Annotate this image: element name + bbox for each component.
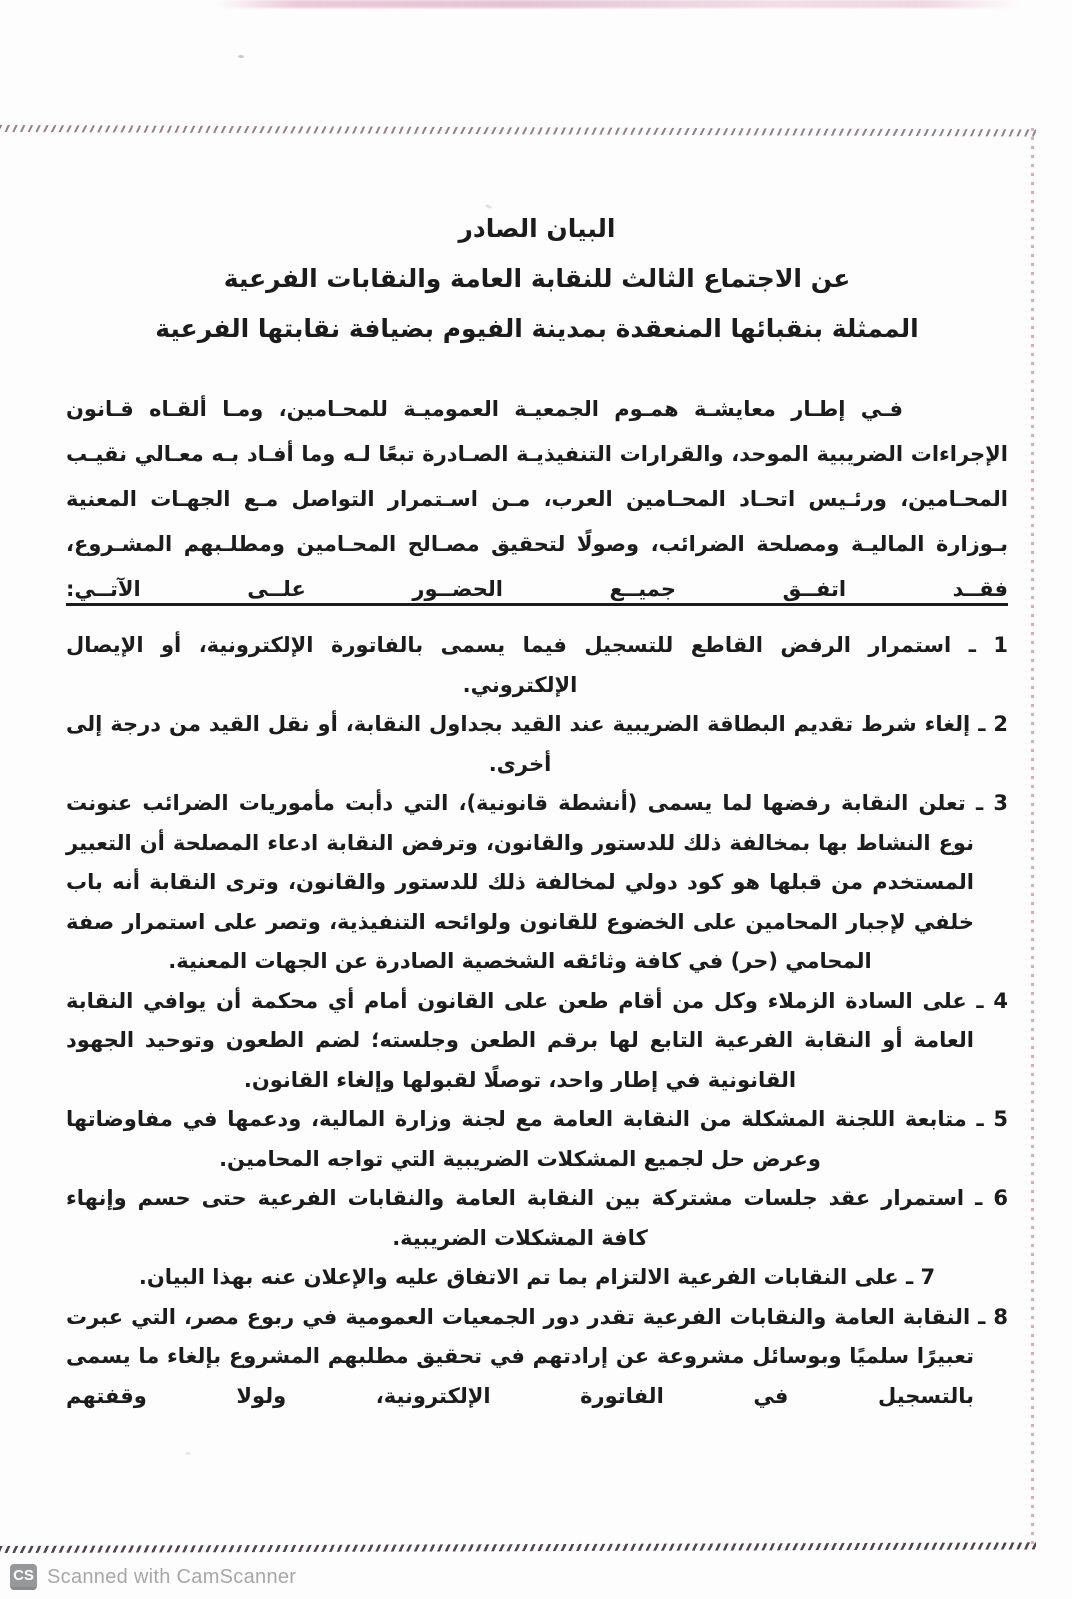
intro-underlined-phrase: فقــد اتفــق جميــع الحضــور علــى الآتــي: [66, 577, 1008, 601]
camscanner-logo-icon: CS [10, 1564, 37, 1590]
document-title [66, 204, 1008, 354]
intro-text: فـي إطـار معايشـة همـوم الجمعيـة العموميـة للمحـامين، ومـا ألقـاه قـانون الإجراءات الضريبية الموحد، والقرارات التنفيذيـة الصـادرة تبعًا لـه وما أفـاد بـه معـالي نقيـب المحـامين، ورئـيس اتحـاد المحـامين العرب، مـن اسـتمرار التواصل مـع الجهـات المعنية بـوزارة الماليـة ومصلحة الضرائب، وصولًا لتحقيق مصـالح المحـامين ومطلـبهم المشـروع، [66, 397, 1008, 556]
item-text: على السادة الزملاء وكل من أقام طعن على القانون أمام أي محكمة أن يوافي النقابة العامة أو النقابة الفرعية التابع لها برقم الطعن وجلسته؛ لضم الطعون وتوحيد الجهود القانونية في إطار واحد، توصلًا لقبولها وإلغاء القانون. [66, 988, 974, 1092]
title-line-1: البيان الصادر [458, 214, 616, 243]
item-text: متابعة اللجنة المشكلة من النقابة العامة مع لجنة وزارة المالية، ودعمها في مفاوضاتها وعرض حل لجميع المشكلات الضريبية التي تواجه المحامين. [66, 1107, 967, 1171]
resolution-item-6 [66, 1179, 1008, 1258]
item-text: تعلن النقابة رفضها لما يسمى (أنشطة قانونية)، التي دأبت مأموريات الضرائب عنونت نوع النشاط بها بمخالفة ذلك للدستور والقانون، وترفض النقابة ادعاء المصلحة أن التعبير المستخدم من قبلها هو كود دولي لمخالفة ذلك للدستور والقانون، وترى النقابة أنه باب خلفي لإجبار المحامين على الخضوع للقانون ولوائحه التنفيذية، وتصر على استمرار صفة المحامي (حر) في كافة وثائقه الشخصية الصادرة عن الجهات المعنية. [66, 791, 974, 973]
item-number: 2 ـ [970, 712, 1008, 736]
item-number: 5 ـ [966, 1107, 1008, 1131]
intro-paragraph [66, 387, 1008, 612]
item-number: 3 ـ [965, 791, 1008, 815]
resolution-item-2 [66, 705, 1008, 784]
scan-stitch-border-right [1031, 128, 1034, 1550]
item-text: إلغاء شرط تقديم البطاقة الضريبية عند القيد بجداول النقابة، أو نقل القيد من درجة إلى أخرى. [66, 712, 971, 776]
resolution-item-5 [66, 1100, 1008, 1179]
item-text: استمرار عقد جلسات مشتركة بين النقابة العامة والنقابات الفرعية حتى حسم وإنهاء كافة المشكلات الضريبية. [66, 1186, 965, 1250]
resolution-item-4 [66, 982, 1008, 1101]
item-number: 6 ـ [964, 1186, 1008, 1210]
resolution-item-7 [66, 1258, 1008, 1298]
item-number: 8 ـ [970, 1304, 1008, 1329]
resolution-item-3 [66, 784, 1008, 982]
document-body [66, 0, 1008, 1416]
scan-stitch-border-bottom [0, 1542, 1036, 1553]
resolution-item-1 [66, 626, 1008, 705]
item-number: 4 ـ [966, 988, 1008, 1013]
item-number: 7 ـ [898, 1265, 936, 1289]
camscanner-footer [10, 1561, 296, 1593]
scan-speck [185, 1452, 191, 1455]
item-text: على النقابات الفرعية الالتزام بما تم الاتفاق عليه والإعلان عنه بهذا البيان. [138, 1265, 899, 1289]
resolution-list [66, 626, 1008, 1416]
title-line-3: الممثلة بنقبائها المنعقدة بمدينة الفيوم بضيافة نقابتها الفرعية [155, 314, 919, 343]
title-line-2: عن الاجتماع الثالث للنقابة العامة والنقابات الفرعية [223, 264, 851, 293]
item-text: استمرار الرفض القاطع للتسجيل فيما يسمى بالفاتورة الإلكترونية، أو الإيصال الإلكتروني. [66, 633, 952, 697]
camscanner-label: Scanned with CamScanner [47, 1565, 297, 1588]
item-text: النقابة العامة والنقابات الفرعية تقدر دور الجمعيات العمومية في ربوع مصر، التي عبرت تعبيرًا سلميًا وبوسائل مشروعة عن إرادتهم في تحقيق مطلبهم المشروع بإلغاء ما يسمى بالتسجيل في الفاتورة الإلكترونية، ولولا وقفتهم [66, 1304, 974, 1408]
item-number: 1 ـ [951, 633, 1008, 657]
resolution-item-8 [66, 1298, 1008, 1417]
